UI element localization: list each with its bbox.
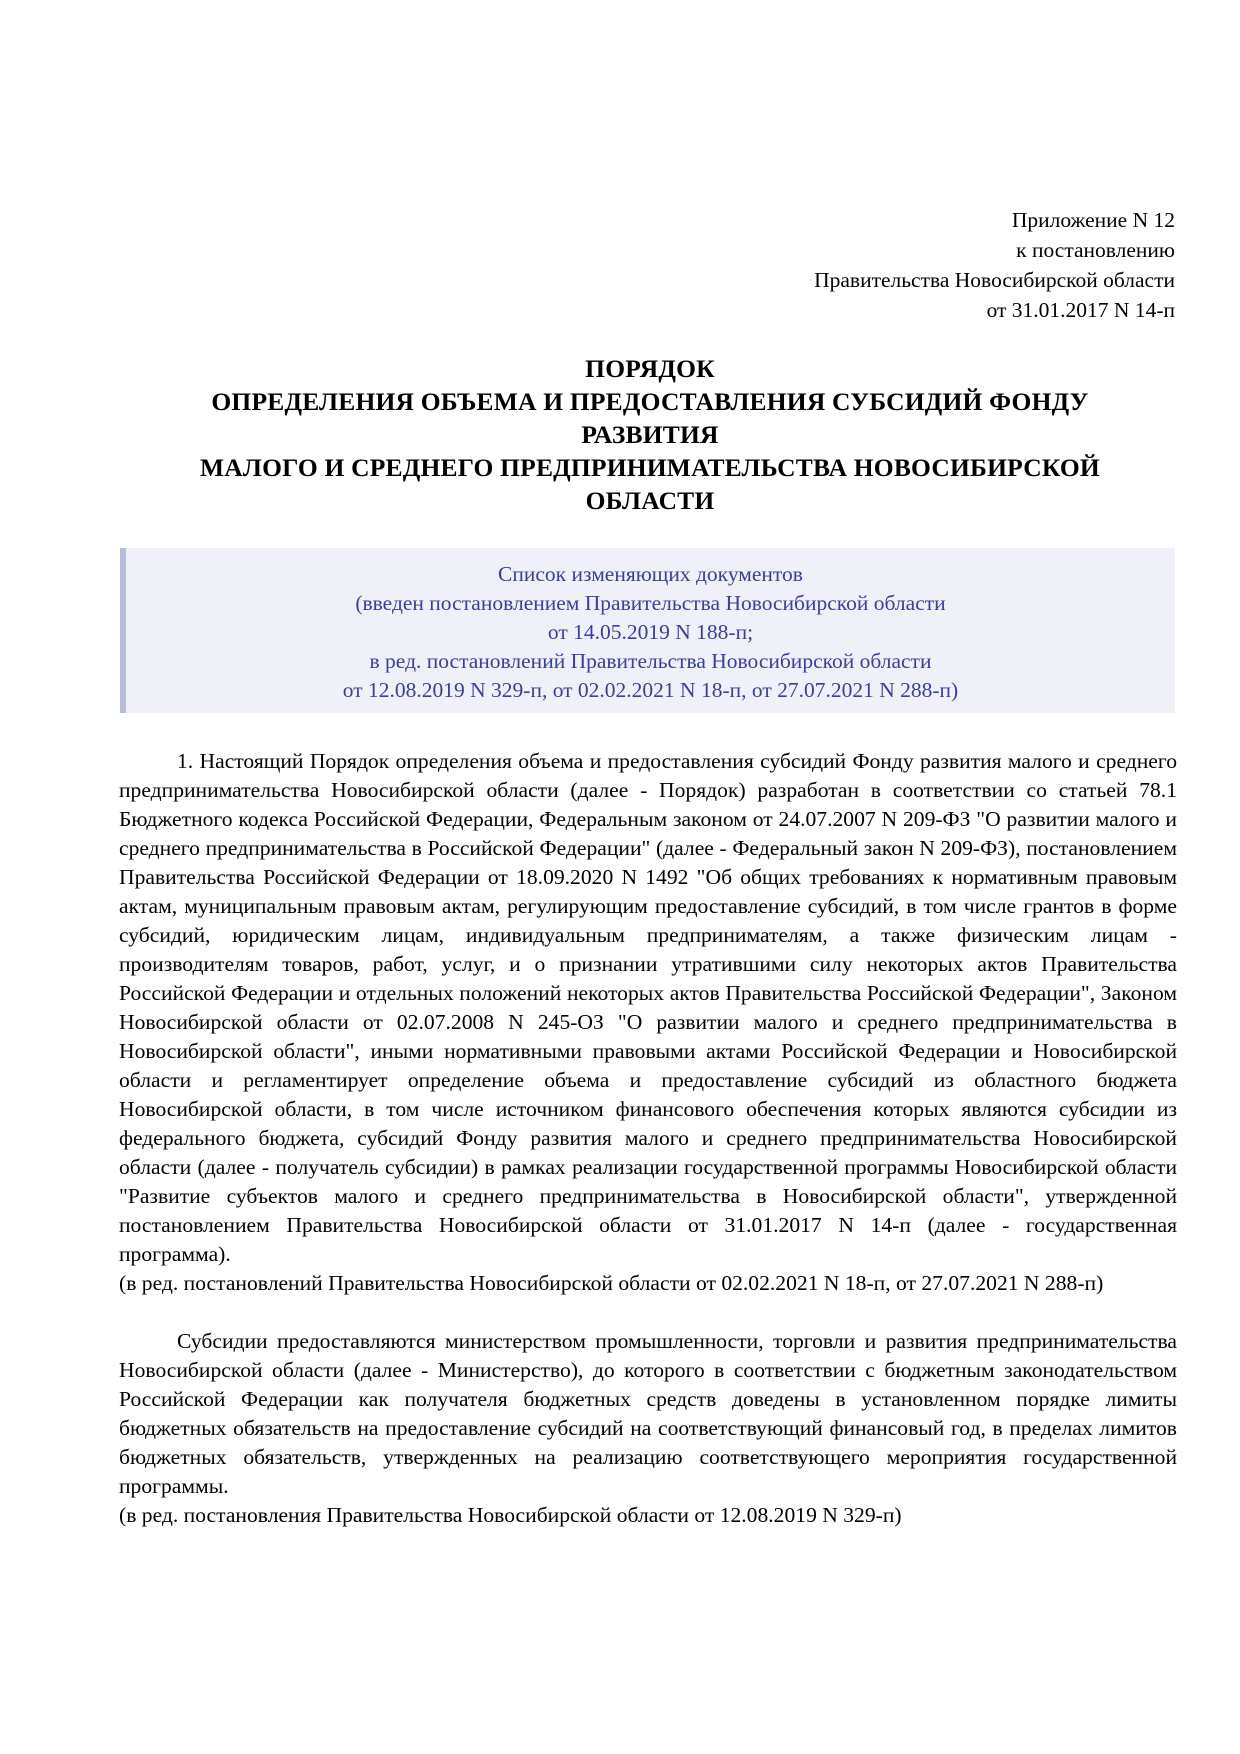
amendments-line: от 14.05.2019 N 188-п;	[547, 620, 754, 644]
amendments-line: (введен постановлением Правительства Новосибирской области	[355, 591, 946, 615]
amendments-line: от 12.08.2019 N 329-п, от 02.02.2021 N 18-п, от 27.07.2021 N 288-п)	[342, 678, 959, 702]
document-body	[119, 747, 1177, 1530]
appendix-header	[814, 205, 1175, 325]
appendix-number: Приложение N 12	[1011, 208, 1175, 232]
amendments-list-box	[120, 548, 1175, 713]
appendix-authority: Правительства Новосибирской области	[814, 268, 1175, 292]
title-line: ПОРЯДОК	[585, 354, 715, 383]
amendment-note-2: (в ред. постановления Правительства Новосибирской области от 12.08.2019 N 329-п)	[119, 1503, 902, 1527]
document-title	[120, 352, 1180, 517]
amendment-note-1: (в ред. постановлений Правительства Новосибирской области от 02.02.2021 N 18-п, от 27.07.2021 N 288-п)	[119, 1271, 1104, 1295]
paragraph-spacer	[119, 1298, 1177, 1327]
appendix-ref-line: к постановлению	[1016, 238, 1175, 262]
title-line: ОБЛАСТИ	[585, 486, 715, 515]
appendix-date: от 31.01.2017 N 14-п	[986, 298, 1175, 322]
paragraph-2: Субсидии предоставляются министерством промышленности, торговли и развития предпринимательства Новосибирской области (далее - Министерство), до которого в соответствии с бюджетным законодательством Российской Федерации как получателя бюджетных средств доведены в установленном порядке лимиты бюджетных обязательств на предоставление субсидий на соответствующий финансовый год, в пределах лимитов бюджетных обязательств, утвержденных на реализацию соответствующего мероприятия государственной программы.	[119, 1329, 1177, 1498]
paragraph-1: 1. Настоящий Порядок определения объема и предоставления субсидий Фонду развития малого и среднего предпринимательства Новосибирской области (далее - Порядок) разработан в соответствии со статьей 78.1 Бюджетного кодекса Российской Федерации, Федеральным законом от 24.07.2007 N 209-ФЗ "О развитии малого и среднего предпринимательства в Российской Федерации" (далее - Федеральный закон N 209-ФЗ), постановлением Правительства Российской Федерации от 18.09.2020 N 1492 "Об общих требованиях к нормативным правовым актам, муниципальным правовым актам, регулирующим предоставление субсидий, в том числе грантов в форме субсидий, юридическим лицам, индивидуальным предпринимателям, а также физическим лицам - производителям товаров, работ, услуг, и о признании утратившими силу некоторых актов Правительства Российской Федерации и отдельных положений некоторых актов Правительства Российской Федерации", Законом Новосибирской области от 02.07.2008 N 245-ОЗ "О развитии малого и среднего предпринимательства в Новосибирской области", иными нормативными правовыми актами Российской Федерации и Новосибирской области и регламентирует определение объема и предоставление субсидий из областного бюджета Новосибирской области, в том числе источником финансового обеспечения которых являются субсидии из федерального бюджета, субсидий Фонду развития малого и среднего предпринимательства Новосибирской области (далее - получатель субсидии) в рамках реализации государственной программы Новосибирской области "Развитие субъектов малого и среднего предпринимательства в Новосибирской области", утвержденной постановлением Правительства Новосибирской области от 31.01.2017 N 14-п (далее - государственная программа).	[119, 749, 1177, 1266]
title-line: ОПРЕДЕЛЕНИЯ ОБЪЕМА И ПРЕДОСТАВЛЕНИЯ СУБСИДИЙ ФОНДУ	[211, 387, 1089, 416]
title-line: РАЗВИТИЯ	[581, 420, 719, 449]
amendments-line: в ред. постановлений Правительства Новосибирской области	[369, 649, 932, 673]
amendments-heading: Список изменяющих документов	[498, 562, 803, 586]
title-line: МАЛОГО И СРЕДНЕГО ПРЕДПРИНИМАТЕЛЬСТВА НОВОСИБИРСКОЙ	[200, 453, 1100, 482]
